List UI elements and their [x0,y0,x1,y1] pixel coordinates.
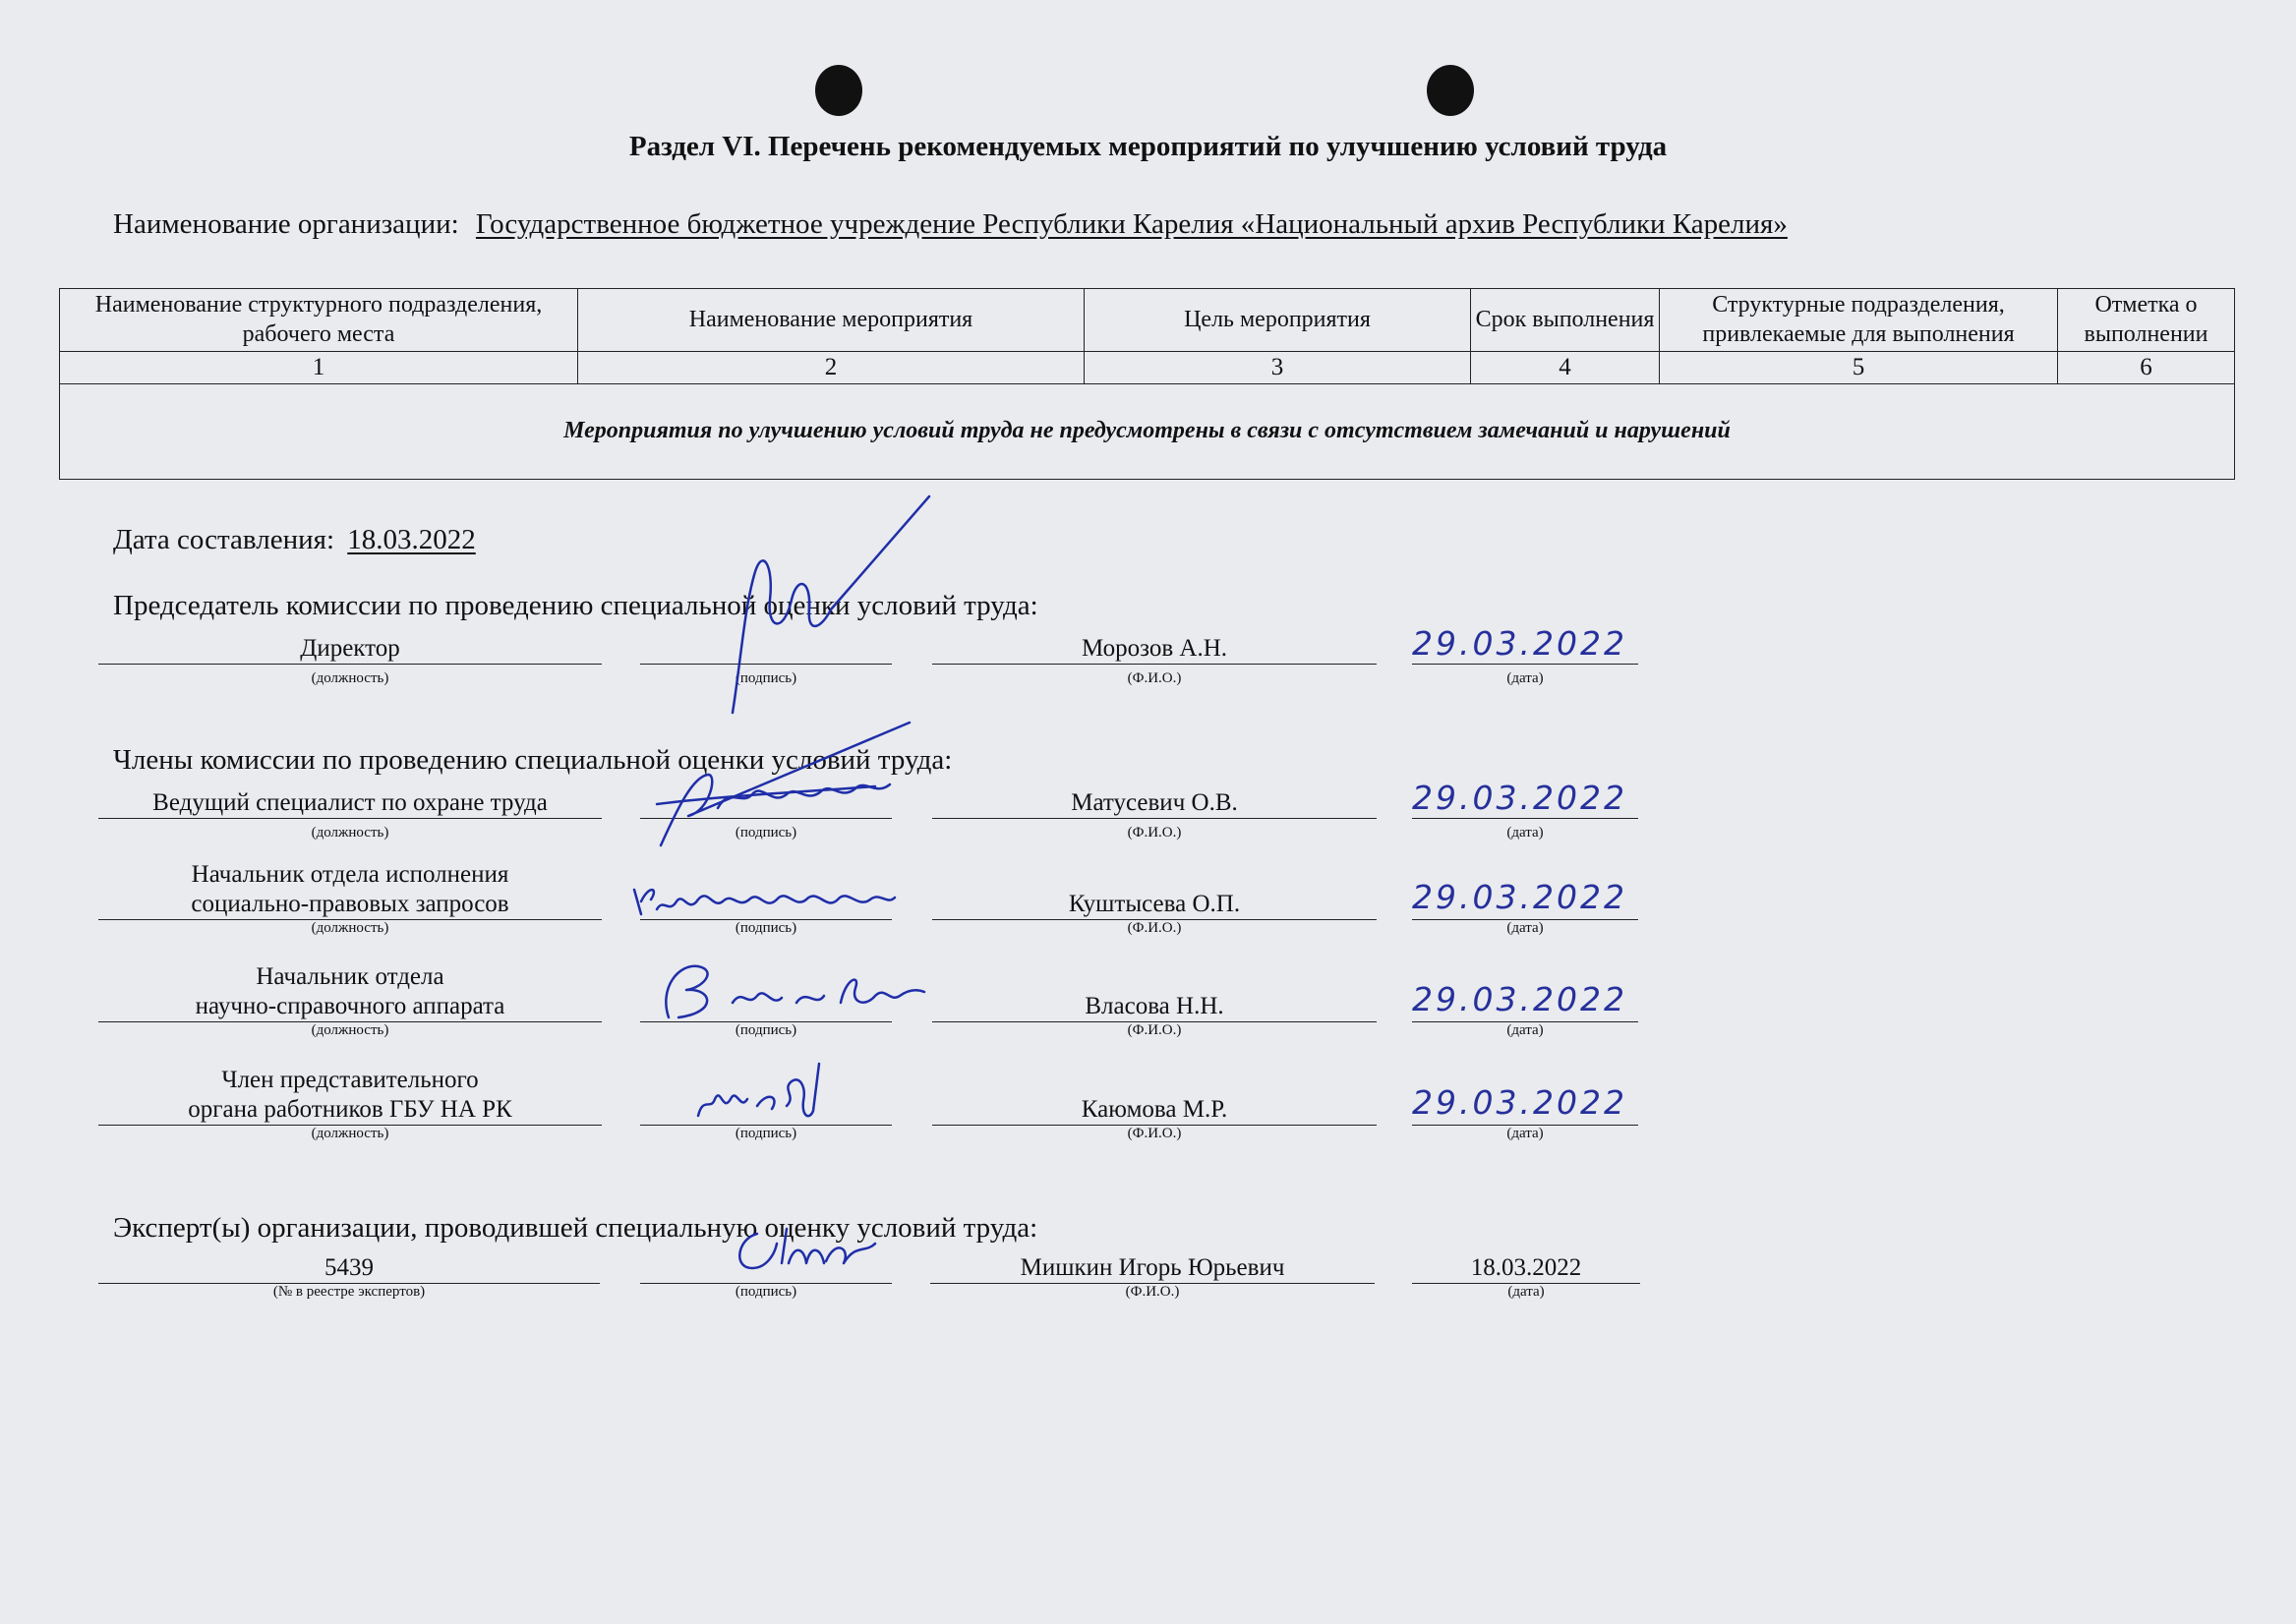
member-signature [693,1062,831,1131]
members-heading: Члены комиссии по проведению специальной оценки условий труда: [113,744,953,776]
member-name: Каюмова М.Р. [932,1096,1377,1126]
col-number: 4 [1471,352,1660,384]
table-header-row [60,289,2235,352]
measures-table [59,288,2235,480]
caption-date: (дата) [1506,825,1544,841]
member-name: Матусевич О.В. [932,789,1377,819]
chairman-heading: Председатель комиссии по проведению специальной оценки условий труда: [113,590,1038,621]
caption-fio: (Ф.И.О.) [1127,1022,1182,1038]
caption-position: (должность) [311,825,389,841]
member-position: Ведущий специалист по охране труда [98,789,602,819]
col-header-measure: Наименование мероприятия [578,289,1085,352]
table-number-row [60,352,2235,384]
member-position-top: Начальник отдела [256,963,444,990]
date-composed-value: 18.03.2022 [347,524,476,555]
member-handwritten-date: 29.03.2022 [1412,779,1627,817]
expert-date: 18.03.2022 [1412,1254,1640,1284]
chairman-signature [723,492,949,718]
expert-name: Мишкин Игорь Юрьевич [930,1254,1375,1284]
member-position-top: Начальник отдела исполнения [191,861,509,888]
page-title: Раздел VI. Перечень рекомендуемых мероприятий по улучшению условий труда [628,131,1668,162]
caption-signature: (подпись) [735,1284,797,1300]
date-composed [113,524,476,556]
col-header-completion-mark: Отметка о выполнении [2058,289,2235,352]
caption-fio: (Ф.И.О.) [1127,1126,1182,1141]
member-position: социально-правовых запросов [98,891,602,920]
col-number: 1 [60,352,578,384]
caption-signature: (подпись) [735,920,797,936]
col-number: 5 [1660,352,2058,384]
punch-hole-right [1427,65,1474,116]
organization-line [113,208,1788,241]
member-name: Власова Н.Н. [932,993,1377,1022]
caption-date: (дата) [1506,670,1544,686]
col-number: 3 [1085,352,1471,384]
member-position: органа работников ГБУ НА РК [98,1096,602,1126]
chairman-position: Директор [98,635,602,665]
caption-date: (дата) [1506,1126,1544,1141]
member-position: научно-справочного аппарата [98,993,602,1022]
member-signature [649,718,934,855]
caption-signature: (подпись) [735,825,797,841]
caption-date: (дата) [1507,1284,1545,1300]
table-note-row [60,384,2235,480]
caption-signature: (подпись) [735,1022,797,1038]
caption-fio: (Ф.И.О.) [1127,670,1182,686]
caption-position: (должность) [311,920,389,936]
col-header-departments: Структурные подразделения, привлекаемые для выполнения [1660,289,2058,352]
member-signature [649,958,934,1027]
caption-date: (дата) [1506,920,1544,936]
expert-registry-number: 5439 [98,1254,600,1284]
member-handwritten-date: 29.03.2022 [1412,878,1627,916]
caption-position: (должность) [311,670,389,686]
col-number: 6 [2058,352,2235,384]
expert-signature [728,1214,885,1283]
caption-fio: (Ф.И.О.) [1127,920,1182,936]
date-composed-label: Дата составления: [113,524,335,555]
caption-fio: (Ф.И.О.) [1125,1284,1180,1300]
member-position-top: Член представительного [221,1067,479,1093]
member-name: Куштысева О.П. [932,891,1377,920]
organization-name: Государственное бюджетное учреждение Республики Карелия «Национальный архив Республики Карелия» [475,208,1788,240]
table-note: Мероприятия по улучшению условий труда не предусмотрены в связи с отсутствием замечаний и нарушений [60,384,2235,480]
caption-position: (должность) [311,1126,389,1141]
organization-label: Наименование организации: [113,208,459,240]
caption-fio: (Ф.И.О.) [1127,825,1182,841]
member-handwritten-date: 29.03.2022 [1412,980,1627,1018]
caption-date: (дата) [1506,1022,1544,1038]
col-header-unit: Наименование структурного подразделения, рабочего места [60,289,578,352]
caption-registry: (№ в реестре экспертов) [272,1284,426,1300]
col-header-deadline: Срок выполнения [1471,289,1660,352]
caption-signature: (подпись) [735,1126,797,1141]
expert-heading: Эксперт(ы) организации, проводившей специальную оценку условий труда: [113,1212,1038,1244]
chairman-name: Морозов А.Н. [932,635,1377,665]
member-handwritten-date: 29.03.2022 [1412,1083,1627,1122]
caption-signature: (подпись) [735,670,797,686]
member-signature [629,880,905,939]
caption-position: (должность) [311,1022,389,1038]
punch-hole-left [815,65,862,116]
col-number: 2 [578,352,1085,384]
col-header-goal: Цель мероприятия [1085,289,1471,352]
chairman-handwritten-date: 29.03.2022 [1412,624,1627,663]
